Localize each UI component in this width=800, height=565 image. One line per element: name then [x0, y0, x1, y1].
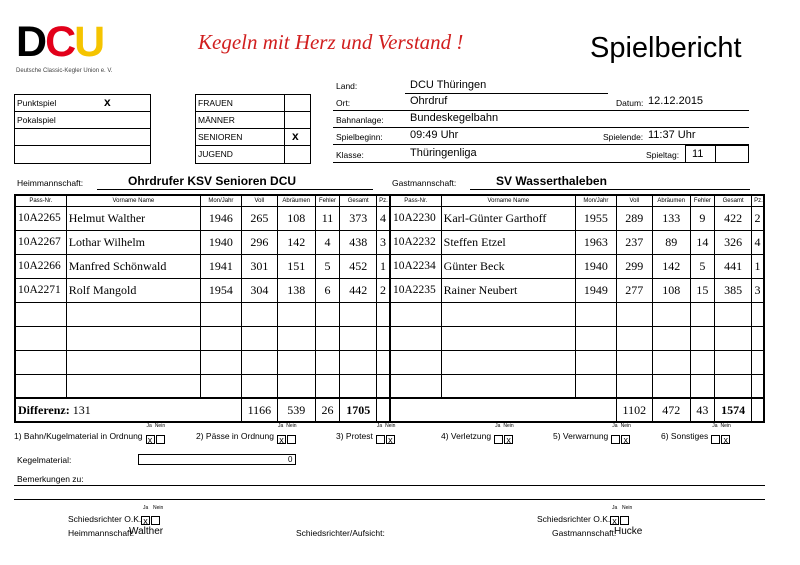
home-pz-cell: 2 [377, 278, 390, 302]
guest-name-cell [441, 302, 575, 326]
guest-fehler-cell [690, 350, 715, 374]
home-gesamt-cell [340, 374, 377, 398]
home-jahr-cell [200, 302, 241, 326]
col-voll: Voll [241, 195, 277, 206]
home-gesamt-cell: 373 [340, 206, 377, 230]
check-item-heads [147, 423, 166, 429]
home-gesamt-cell: 438 [340, 230, 377, 254]
home-pass-cell [15, 302, 66, 326]
ja-box[interactable] [711, 435, 720, 444]
guest-total-fehler: 43 [690, 398, 715, 422]
home-voll-cell: 296 [241, 230, 277, 254]
guest-abr-cell: 89 [652, 230, 690, 254]
home-gesamt-cell: 452 [340, 254, 377, 278]
guest-voll-cell: 237 [616, 230, 652, 254]
guest-fehler-cell [690, 326, 715, 350]
check-item-boxes [711, 423, 731, 449]
home-jahr-cell [200, 374, 241, 398]
home-total-voll: 1166 [241, 398, 277, 422]
guest-voll-cell [616, 326, 652, 350]
guest-name-cell [441, 326, 575, 350]
home-total-pz [377, 398, 390, 422]
guest-pz-cell: 1 [752, 254, 764, 278]
home-total-fehler: 26 [315, 398, 340, 422]
table-row [15, 326, 764, 350]
check-item-heads [612, 423, 631, 429]
guest-gesamt-cell: 326 [715, 230, 752, 254]
col-gesamt: Gesamt [340, 195, 377, 206]
home-pass-cell: 10A2265 [15, 206, 66, 230]
home-abr-cell: 108 [277, 206, 315, 230]
home-pz-cell [377, 302, 390, 326]
land-value: DCU Thüringen [410, 79, 487, 91]
guest-pass-cell [390, 350, 441, 374]
klasse-label: Klasse: [336, 150, 364, 160]
check-item [661, 423, 731, 446]
jugend-label: JUGEND [198, 149, 233, 159]
guest-pz-cell [752, 374, 764, 398]
home-pass-cell [15, 326, 66, 350]
guest-jahr-cell: 1955 [575, 206, 616, 230]
nein-head: Nein [385, 423, 396, 429]
guest-abr-cell [652, 374, 690, 398]
guest-total-voll: 1102 [616, 398, 652, 422]
guest-pz-cell: 3 [752, 278, 764, 302]
footer-right-ja-box[interactable]: x [610, 516, 619, 525]
home-jahr-cell: 1954 [200, 278, 241, 302]
guest-name-cell: Karl-Günter Garthoff [441, 206, 575, 230]
home-fehler-cell [315, 326, 340, 350]
sr-ok-label-left: Schiedsrichter O.K. [68, 514, 142, 524]
col-abr: Abräumen [652, 195, 690, 206]
home-pass-cell [15, 374, 66, 398]
home-jahr-cell: 1941 [200, 254, 241, 278]
home-total-abr: 539 [277, 398, 315, 422]
ja-head: Ja [612, 423, 618, 429]
home-pass-cell: 10A2266 [15, 254, 66, 278]
guest-name-cell: Steffen Etzel [441, 230, 575, 254]
check-item-heads [495, 423, 514, 429]
ja-box[interactable]: x [277, 435, 286, 444]
ja-box[interactable] [376, 435, 385, 444]
home-fehler-cell [315, 350, 340, 374]
footer-left-ja-head: Ja [143, 505, 149, 511]
senioren-label: SENIOREN [198, 132, 243, 142]
ja-head: Ja [146, 423, 152, 429]
logo-subtitle: Deutsche Classic-Kegler Union e. V. [16, 68, 113, 74]
nein-box[interactable]: x [621, 435, 630, 444]
col-pass: Pass-Nr. [390, 195, 441, 206]
page-title: Spielbericht [590, 32, 742, 64]
guest-fehler-cell: 14 [690, 230, 715, 254]
ort-label: Ort: [336, 98, 351, 108]
check-item-heads [712, 423, 731, 429]
home-abr-cell: 151 [277, 254, 315, 278]
guest-fehler-cell [690, 374, 715, 398]
spieltag-value: 11 [692, 148, 704, 160]
guest-pz-cell [752, 302, 764, 326]
col-gesamt: Gesamt [715, 195, 752, 206]
guest-abr-cell [652, 302, 690, 326]
col-pass: Pass-Nr. [15, 195, 66, 206]
guest-pass-cell: 10A2234 [390, 254, 441, 278]
col-jahr: Mon/Jahr [575, 195, 616, 206]
gast-label: Gastmannschaft: [392, 178, 457, 188]
home-name-cell: Manfred Schönwald [66, 254, 200, 278]
differenz-label: Differenz: [18, 402, 70, 417]
home-gesamt-cell [340, 302, 377, 326]
home-gesamt-cell [340, 326, 377, 350]
totals-row [15, 398, 764, 422]
home-voll-cell: 304 [241, 278, 277, 302]
kegelmaterial-field[interactable] [138, 454, 296, 465]
home-pz-cell [377, 374, 390, 398]
guest-voll-cell [616, 350, 652, 374]
home-abr-cell [277, 350, 315, 374]
home-name-cell: Helmut Walther [66, 206, 200, 230]
guest-gesamt-cell [715, 302, 752, 326]
home-voll-cell: 301 [241, 254, 277, 278]
guest-voll-cell [616, 374, 652, 398]
guest-name-cell: Rainer Neubert [441, 278, 575, 302]
home-name-cell: Rolf Mangold [66, 278, 200, 302]
table-row [15, 206, 764, 230]
home-gesamt-cell: 442 [340, 278, 377, 302]
check-item-label: 5) Verwarnung [553, 430, 609, 441]
spielende-value: 11:37 Uhr [648, 129, 696, 141]
ja-head: Ja [495, 423, 501, 429]
guest-voll-cell [616, 302, 652, 326]
guest-total-abr: 472 [652, 398, 690, 422]
land-label: Land: [336, 81, 358, 91]
nein-head: Nein [620, 423, 631, 429]
guest-name-cell [441, 374, 575, 398]
guest-jahr-cell [575, 374, 616, 398]
kegelmaterial-label: Kegelmaterial: [17, 455, 72, 465]
home-pz-cell: 3 [377, 230, 390, 254]
home-pz-cell: 4 [377, 206, 390, 230]
guest-fehler-cell: 15 [690, 278, 715, 302]
check-item-heads [377, 423, 396, 429]
guest-pass-cell [390, 374, 441, 398]
nein-box[interactable]: x [386, 435, 395, 444]
home-name-cell [66, 326, 200, 350]
guest-gesamt-cell [715, 326, 752, 350]
senioren-mark[interactable]: x [292, 129, 299, 143]
home-pass-cell: 10A2271 [15, 278, 66, 302]
guest-gesamt-cell: 441 [715, 254, 752, 278]
check-item [441, 423, 514, 446]
home-voll-cell [241, 350, 277, 374]
check-item [14, 423, 166, 446]
home-abr-cell: 142 [277, 230, 315, 254]
nein-head: Nein [154, 423, 166, 429]
home-jahr-cell: 1946 [200, 206, 241, 230]
home-fehler-cell [315, 302, 340, 326]
home-abr-cell: 138 [277, 278, 315, 302]
check-item-label: 4) Verletzung [441, 430, 492, 441]
guest-jahr-cell: 1940 [575, 254, 616, 278]
guest-fehler-cell: 5 [690, 254, 715, 278]
home-jahr-cell [200, 326, 241, 350]
col-voll: Voll [616, 195, 652, 206]
home-name-cell [66, 374, 200, 398]
guest-jahr-cell: 1949 [575, 278, 616, 302]
ja-box[interactable] [611, 435, 620, 444]
ja-box[interactable] [494, 435, 503, 444]
table-row [15, 230, 764, 254]
punktspiel-label: Punktspiel [17, 98, 57, 108]
guest-pass-cell: 10A2232 [390, 230, 441, 254]
guest-pass-cell [390, 302, 441, 326]
guest-fehler-cell [690, 302, 715, 326]
col-fehler: Fehler [690, 195, 715, 206]
col-pz: Pz. [377, 195, 390, 206]
bahnanlage-label: Bahnanlage: [336, 115, 384, 125]
nein-head: Nein [720, 423, 731, 429]
home-jahr-cell: 1940 [200, 230, 241, 254]
pokalspiel-label: Pokalspiel [17, 115, 56, 125]
footer-right-nein-head: Nein [622, 505, 633, 511]
guest-total-spacer [390, 398, 616, 422]
guest-jahr-cell: 1963 [575, 230, 616, 254]
footer-right-nein-box[interactable] [620, 516, 629, 525]
home-name-cell [66, 302, 200, 326]
guest-abr-cell [652, 326, 690, 350]
table-row [15, 302, 764, 326]
home-pz-cell [377, 350, 390, 374]
footer-gast-name: Hucke [614, 526, 643, 537]
klasse-value: Thüringenliga [410, 147, 477, 159]
table-row [15, 374, 764, 398]
guest-pass-cell: 10A2235 [390, 278, 441, 302]
spielende-label: Spielende: [603, 132, 644, 142]
footer-left-nein-head: Nein [153, 505, 164, 511]
guest-pz-cell [752, 326, 764, 350]
table-header-row [15, 195, 764, 206]
home-total-gesamt: 1705 [340, 398, 377, 422]
guest-pass-cell [390, 326, 441, 350]
col-pz: Pz. [752, 195, 764, 206]
heim-name: Ohrdrufer KSV Senioren DCU [128, 174, 297, 188]
spielbeginn-label: Spielbeginn: [336, 132, 383, 142]
home-pass-cell: 10A2267 [15, 230, 66, 254]
guest-total-gesamt: 1574 [715, 398, 752, 422]
home-voll-cell [241, 326, 277, 350]
guest-abr-cell: 142 [652, 254, 690, 278]
nein-box[interactable]: x [721, 435, 730, 444]
table-row [15, 350, 764, 374]
guest-name-cell [441, 350, 575, 374]
ja-head: Ja [376, 423, 383, 429]
home-name-cell [66, 350, 200, 374]
guest-abr-cell: 108 [652, 278, 690, 302]
home-abr-cell [277, 326, 315, 350]
home-voll-cell [241, 302, 277, 326]
differenz-value: 131 [72, 402, 91, 417]
col-fehler: Fehler [315, 195, 340, 206]
check-item-heads [278, 423, 297, 429]
motto: Kegeln mit Herz und Verstand ! [198, 30, 464, 54]
home-voll-cell [241, 374, 277, 398]
col-name: Vorname Name [441, 195, 575, 206]
punktspiel-mark[interactable]: x [104, 95, 111, 109]
home-jahr-cell [200, 350, 241, 374]
guest-jahr-cell [575, 326, 616, 350]
guest-jahr-cell [575, 350, 616, 374]
guest-gesamt-cell [715, 350, 752, 374]
maenner-label: MÄNNER [198, 115, 235, 125]
ja-head: Ja [277, 423, 284, 429]
bahnanlage-value: Bundeskegelbahn [410, 112, 499, 124]
dcu-logo [14, 18, 124, 80]
check-item [196, 423, 297, 446]
datum-label: Datum: [616, 98, 644, 108]
nein-box[interactable] [156, 435, 165, 444]
check-item-boxes [146, 423, 166, 449]
nein-box[interactable]: x [504, 435, 513, 444]
guest-gesamt-cell: 422 [715, 206, 752, 230]
check-item-boxes [376, 423, 396, 449]
guest-pass-cell: 10A2230 [390, 206, 441, 230]
home-voll-cell: 265 [241, 206, 277, 230]
home-fehler-cell: 6 [315, 278, 340, 302]
nein-head: Nein [503, 423, 514, 429]
table-row [15, 278, 764, 302]
spielbeginn-value: 09:49 Uhr [410, 129, 459, 141]
home-fehler-cell: 4 [315, 230, 340, 254]
table-row [15, 254, 764, 278]
home-fehler-cell: 11 [315, 206, 340, 230]
guest-jahr-cell [575, 302, 616, 326]
guest-gesamt-cell: 385 [715, 278, 752, 302]
col-abr: Abräumen [277, 195, 315, 206]
datum-value: 12.12.2015 [648, 95, 704, 107]
ja-box[interactable]: x [146, 435, 155, 444]
home-fehler-cell: 5 [315, 254, 340, 278]
footer-aufsicht-label: Schiedsrichter/Aufsicht: [296, 528, 385, 538]
guest-abr-cell: 133 [652, 206, 690, 230]
col-name: Vorname Name [66, 195, 200, 206]
nein-box[interactable] [287, 435, 296, 444]
home-gesamt-cell [340, 350, 377, 374]
frauen-label: FRAUEN [198, 98, 233, 108]
check-item-label: 6) Sonstiges [661, 430, 709, 441]
gast-name: SV Wasserthaleben [496, 174, 607, 188]
check-item [553, 423, 631, 446]
check-item-boxes [611, 423, 631, 449]
logo-letters: DCU [16, 18, 104, 66]
guest-pz-cell: 4 [752, 230, 764, 254]
footer-heim-label: Heimmannschaft: [68, 528, 135, 538]
home-pz-cell [377, 326, 390, 350]
kegelmaterial-value: 0 [288, 455, 293, 464]
col-jahr: Mon/Jahr [200, 195, 241, 206]
sr-ok-label-right: Schiedsrichter O.K. [537, 514, 611, 524]
home-pass-cell [15, 350, 66, 374]
guest-total-pz [752, 398, 764, 422]
footer-left-ja-box[interactable]: x [141, 516, 150, 525]
footer-gast-label: Gastmannschaft: [552, 528, 617, 538]
check-item-label: 1) Bahn/Kugelmaterial in Ordnung [14, 430, 143, 441]
differenz-cell [15, 398, 241, 422]
footer-left-nein-box[interactable] [151, 516, 160, 525]
nein-head: Nein [286, 423, 297, 429]
ja-head: Ja [712, 423, 718, 429]
footer-heim-name: Walther [129, 526, 164, 537]
ort-value: Ohrdruf [410, 95, 448, 107]
guest-voll-cell: 277 [616, 278, 652, 302]
heim-label: Heimmannschaft: [17, 178, 84, 188]
score-table [14, 194, 765, 423]
guest-abr-cell [652, 350, 690, 374]
home-abr-cell [277, 374, 315, 398]
footer-right-ja-head: Ja [612, 505, 618, 511]
check-item-label: 3) Protest [336, 430, 373, 441]
home-fehler-cell [315, 374, 340, 398]
home-abr-cell [277, 302, 315, 326]
guest-pz-cell [752, 350, 764, 374]
check-item-label: 2) Pässe in Ordnung [196, 430, 274, 441]
guest-gesamt-cell [715, 374, 752, 398]
guest-voll-cell: 289 [616, 206, 652, 230]
check-item [336, 423, 396, 446]
spieltag-label: Spieltag: [646, 150, 680, 160]
bemerkungen-label: Bemerkungen zu: [17, 474, 84, 484]
guest-pz-cell: 2 [752, 206, 764, 230]
guest-voll-cell: 299 [616, 254, 652, 278]
check-item-boxes [494, 423, 514, 449]
home-pz-cell: 1 [377, 254, 390, 278]
home-name-cell: Lothar Wilhelm [66, 230, 200, 254]
guest-name-cell: Günter Beck [441, 254, 575, 278]
guest-fehler-cell: 9 [690, 206, 715, 230]
check-item-boxes [277, 423, 297, 449]
